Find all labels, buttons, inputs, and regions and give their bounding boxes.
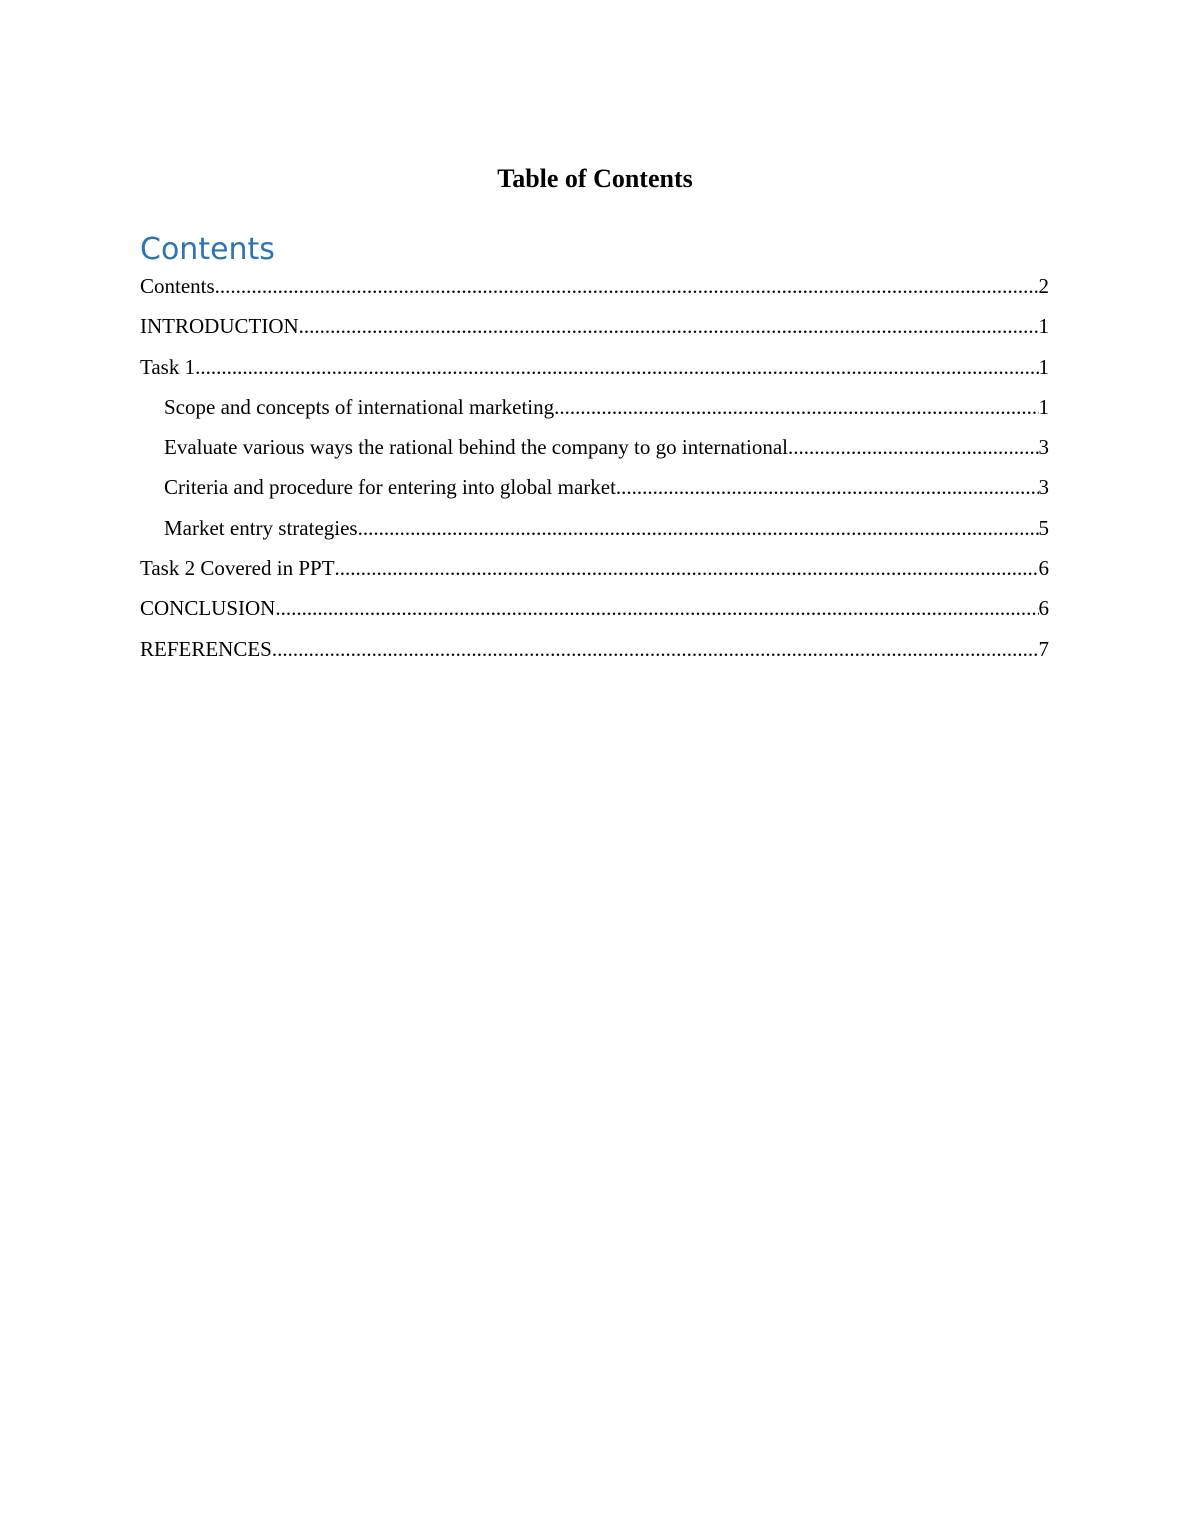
toc-dot-leader <box>299 310 1039 342</box>
toc-entry-references[interactable] <box>140 633 1049 673</box>
toc-entry-introduction[interactable] <box>140 310 1049 350</box>
page-title: Table of Contents <box>497 164 693 193</box>
toc-entry-text: REFERENCES <box>140 636 272 661</box>
toc-page-number: 1 <box>1038 394 1049 419</box>
toc-entry-contents[interactable] <box>140 270 1049 310</box>
toc-page-number: 7 <box>1038 636 1049 661</box>
toc-entry-text: Task 2 Covered in PPT <box>140 556 335 581</box>
toc-page-number: 1 <box>1038 354 1049 379</box>
toc-entry-text: Task 1 <box>140 354 196 379</box>
toc-entry-text: Criteria and procedure for entering into global market <box>164 475 616 500</box>
toc-dot-leader <box>275 592 1038 624</box>
toc-entry-text: Evaluate various ways the rational behind the company to go international <box>164 435 788 460</box>
toc-entry-task-1[interactable] <box>140 351 1049 391</box>
toc-entry-text: Scope and concepts of international marketing <box>164 394 555 419</box>
toc-page-number: 1 <box>1038 314 1049 339</box>
toc-entry-text: CONCLUSION <box>140 596 276 621</box>
toc-page-number: 6 <box>1038 596 1049 621</box>
toc-dot-leader <box>358 512 1039 544</box>
toc-page-number: 3 <box>1038 475 1049 500</box>
toc-page-number: 2 <box>1038 274 1049 298</box>
toc-dot-leader <box>554 391 1038 423</box>
toc-heading: Contents <box>140 232 275 267</box>
toc-dot-leader <box>195 351 1038 383</box>
toc-page-number: 3 <box>1038 435 1049 460</box>
toc-entry-task-2[interactable] <box>140 552 1049 592</box>
toc-entry-scope-and-concepts[interactable] <box>140 391 1049 431</box>
toc-list <box>140 270 1049 673</box>
toc-entry-text: Market entry strategies <box>164 515 358 540</box>
toc-dot-leader <box>788 431 1039 463</box>
toc-entry-evaluate-various-ways[interactable] <box>140 431 1049 471</box>
toc-dot-leader <box>215 270 1039 302</box>
toc-page-number: 5 <box>1038 515 1049 540</box>
toc-dot-leader <box>335 552 1039 584</box>
toc-dot-leader <box>272 633 1039 665</box>
toc-entry-market-entry-strategies[interactable] <box>140 512 1049 552</box>
toc-page-number: 6 <box>1038 556 1049 581</box>
toc-entry-text: Contents <box>140 274 215 298</box>
toc-dot-leader <box>616 471 1039 503</box>
toc-entry-text: INTRODUCTION <box>140 314 299 339</box>
toc-entry-conclusion[interactable] <box>140 592 1049 632</box>
toc-entry-criteria-and-procedure[interactable] <box>140 471 1049 511</box>
